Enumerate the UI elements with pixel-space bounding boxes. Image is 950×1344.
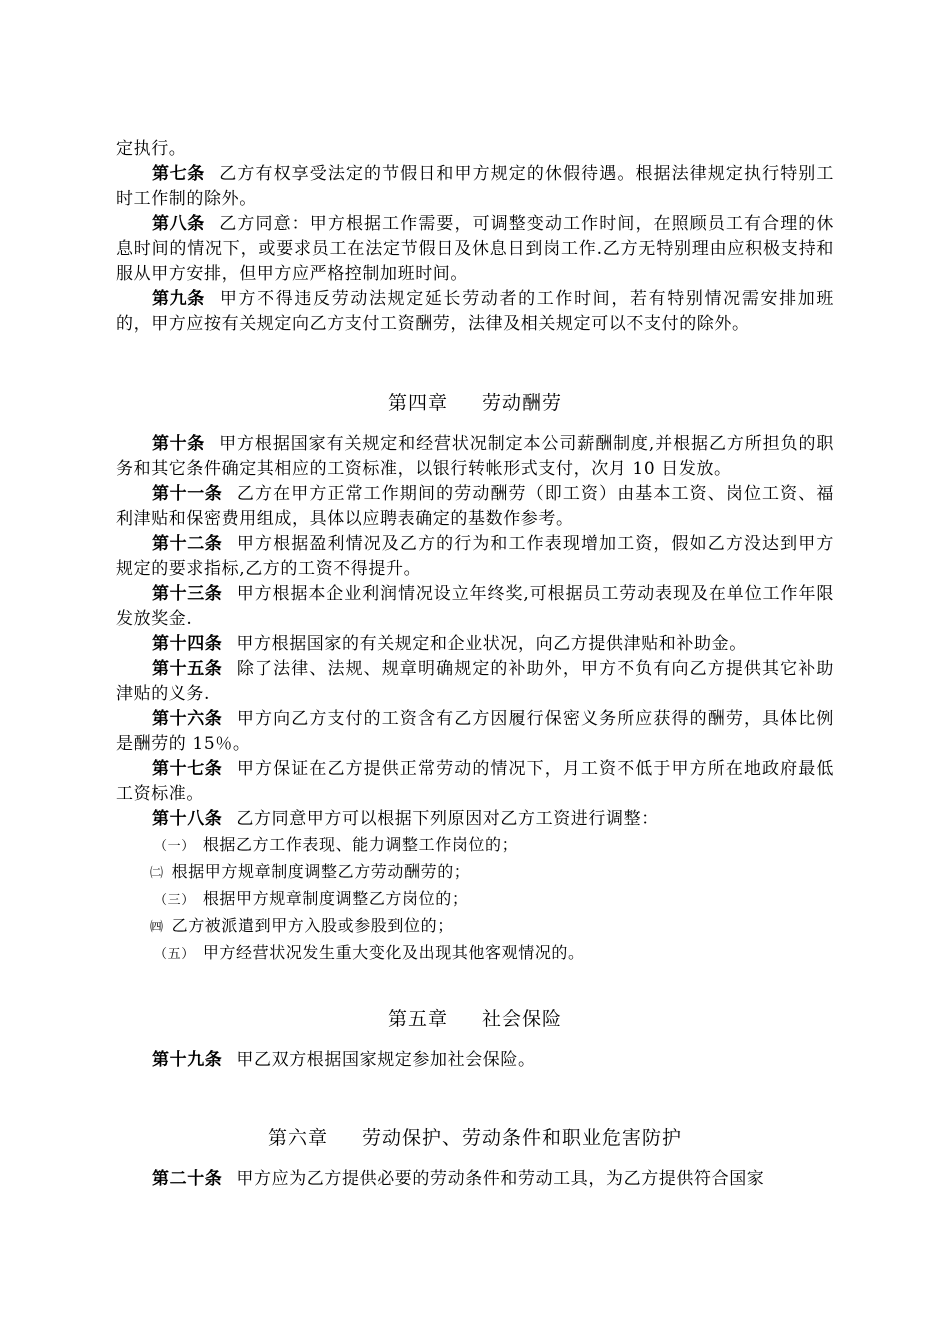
text-block-a: [116, 137, 834, 337]
article-20: 第二十条 甲方应为乙方提供必要的劳动条件和劳动工具，为乙方提供符合国家: [152, 1169, 765, 1189]
list-item: ㈣ 乙方被派遣到甲方入股或参股到位的；: [150, 916, 454, 935]
article-16: 第十六条 甲方向乙方支付的工资含有乙方因履行保密义务所应获得的酬劳，具体比例是酬劳的 15％。: [116, 709, 834, 754]
article-14: 第十四条 甲方根据国家的有关规定和企业状况，向乙方提供津贴和补助金。: [152, 634, 747, 654]
text-block-b: [116, 432, 834, 967]
list-item: （五） 甲方经营状况发生重大变化及出现其他客观情况的。: [154, 943, 585, 962]
text-block-c: [116, 1048, 834, 1073]
article-10: 第十条 甲方根据国家有关规定和经营状况制定本公司薪酬制度,并根据乙方所担负的职务和其它条件确定其相应的工资标准，以银行转帐形式支付，次月 10 日发放。: [116, 434, 834, 479]
article-9: 第九条 甲方不得违反劳动法规定延长劳动者的工作时间，若有特别情况需安排加班的，甲方应按有关规定向乙方支付工资酬劳，法律及相关规定可以不支付的除外。: [116, 289, 834, 334]
text-block-d: [116, 1167, 834, 1192]
article-11: 第十一条 乙方在甲方正常工作期间的劳动酬劳（即工资）由基本工资、岗位工资、福利津贴和保密费用组成，具体以应聘表确定的基数作参考。: [116, 484, 834, 529]
article-17: 第十七条 甲方保证在乙方提供正常劳动的情况下，月工资不低于甲方所在地政府最低工资标准。: [116, 759, 834, 804]
list-item: （一） 根据乙方工作表现、能力调整工作岗位的；: [154, 835, 519, 854]
chapter-6-heading: 第六章 劳动保护、劳动条件和职业危害防护: [267, 1127, 683, 1149]
article-7: 第七条 乙方有权享受法定的节假日和甲方规定的休假待遇。根据法律规定执行特别工时工作制的除外。: [116, 164, 834, 209]
top-fragment: 定执行。: [116, 139, 187, 159]
list-item: （三） 根据甲方规章制度调整乙方岗位的；: [154, 889, 469, 908]
article-13: 第十三条 甲方根据本企业利润情况设立年终奖,可根据员工劳动表现及在单位工作年限发放奖金.: [116, 584, 834, 629]
chapter-4-heading: 第四章 劳动酬劳: [387, 392, 563, 414]
article-15: 第十五条 除了法律、法规、规章明确规定的补助外，甲方不负有向乙方提供其它补助津贴的义务.: [116, 659, 834, 704]
article-18: 第十八条 乙方同意甲方可以根据下列原因对乙方工资进行调整：: [152, 809, 659, 829]
chapter-5-heading: 第五章 社会保险: [387, 1008, 563, 1030]
list-item: ㈡ 根据甲方规章制度调整乙方劳动酬劳的；: [150, 862, 471, 881]
article-12: 第十二条 甲方根据盈利情况及乙方的行为和工作表现增加工资，假如乙方没达到甲方规定的要求指标,乙方的工资不得提升。: [116, 534, 834, 579]
article-8: 第八条 乙方同意：甲方根据工作需要，可调整变动工作时间，在照顾员工有合理的休息时间的情况下，或要求员工在法定节假日及休息日到岗工作.乙方无特别理由应积极支持和服从甲方安排，但甲方应严格控制加班时间。: [116, 214, 834, 284]
article-19: 第十九条 甲乙双方根据国家规定参加社会保险。: [152, 1050, 536, 1070]
